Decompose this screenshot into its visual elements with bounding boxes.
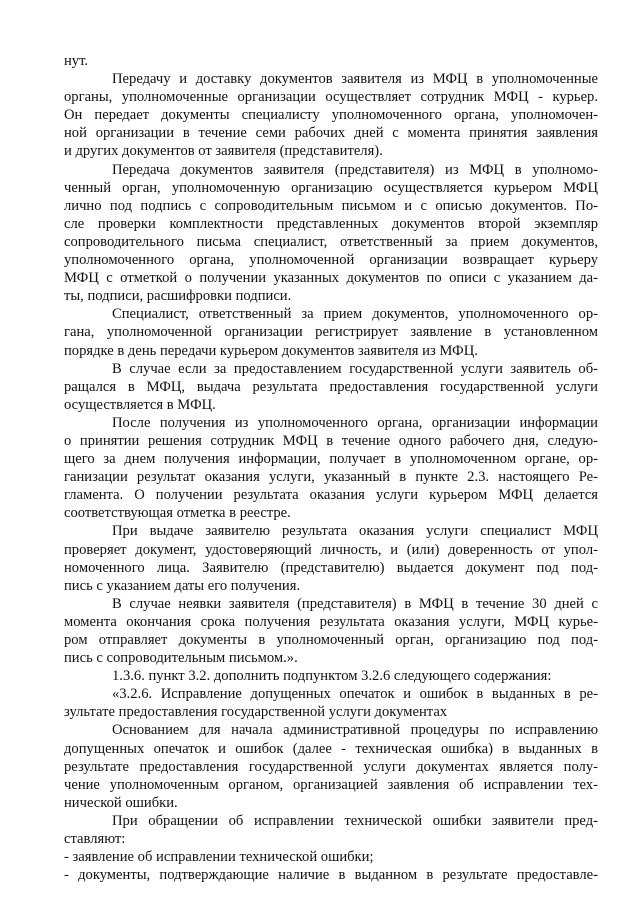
text-line: ращался в МФЦ, выдача результата предоставления государственной услуги — [64, 378, 598, 395]
text-line: После получения из уполномоченного органа, организации информации — [112, 414, 598, 431]
text-line: нут. — [64, 53, 89, 69]
text-line: щего за днем получения информации, получает в уполномоченном органе, ор- — [64, 451, 598, 468]
text-line: нической ошибки. — [64, 794, 178, 811]
text-line: Передача документов заявителя (представителя) из МФЦ в уполномо- — [112, 161, 598, 178]
text-line: пись с указанием даты его получения. — [64, 577, 301, 594]
text-line: чение уполномоченным органом, организацией заявления об исправлении тех- — [64, 776, 598, 793]
text-line: Передачу и доставку документов заявителя из МФЦ в уполномоченные — [112, 71, 598, 88]
text-line: момента окончания срока получения результата оказания услуги, МФЦ курье- — [64, 613, 598, 630]
text-line: соответствующая отметка в реестре. — [64, 505, 291, 522]
text-line: Он передает документы специалисту уполномоченного органа, уполномочен- — [64, 107, 598, 124]
text-line: «3.2.6. Исправление допущенных опечаток и ошибок в выданных в ре- — [112, 686, 598, 703]
text-line: ром отправляет документы в уполномоченный орган, организацию под под- — [64, 632, 598, 648]
text-line: В случае если за предоставлением государственной услуги заявитель об- — [112, 360, 598, 377]
text-line: Основанием для начала административной процедуры по исправлению — [112, 722, 598, 739]
text-line: ганизации результат оказания услуги, указанный в пункте 2.3. настоящего Ре- — [64, 469, 598, 486]
text-line: - заявление об исправлении технической ошибки; — [64, 849, 374, 866]
text-line: о принятии решения сотрудник МФЦ в течение одного рабочего дня, следую- — [64, 432, 598, 449]
text-line: гламента. О получении результата оказания услуги курьером МФЦ делается — [64, 487, 598, 504]
text-line: уполномоченного органа, уполномоченной организации возвращает курьеру — [64, 252, 598, 269]
text-line: ты, подписи, расшифровки подписи. — [64, 288, 292, 305]
text-line: ченный орган, уполномоченную организацию осуществляется курьером МФЦ — [64, 179, 598, 196]
text-line: сле проверки комплектности представленных документов второй экземпляр — [64, 215, 598, 232]
text-line: ставляют: — [64, 831, 126, 848]
text-line: органы, уполномоченные организации осуществляет сотрудник МФЦ - курьер. — [64, 89, 598, 106]
text-line: 1.3.6. пункт 3.2. дополнить подпунктом 3.2.6 следующего содержания: — [112, 668, 552, 685]
text-line: допущенных опечаток и ошибок (далее - техническая ошибка) в выданных в — [64, 740, 598, 757]
text-line: гана, уполномоченной организации регистрирует заявление в установленном — [64, 324, 598, 341]
text-line: Специалист, ответственный за прием документов, уполномоченного ор- — [112, 306, 598, 323]
text-line: зультате предоставления государственной услуги документах — [64, 704, 448, 721]
text-line: лично под подпись с сопроводительным письмом и с описью документов. По- — [64, 197, 598, 214]
text-line: МФЦ с отметкой о получении указанных документов по описи с указанием да- — [64, 270, 598, 287]
text-line: результате предоставления государственной услуги документах является полу- — [64, 758, 598, 775]
text-line: ной организации в течение семи рабочих дней с момента принятия заявления — [64, 125, 598, 142]
text-line: При выдаче заявителю результата оказания услуги специалист МФЦ — [112, 523, 598, 540]
text-line: В случае неявки заявителя (представителя) в МФЦ в течение 30 дней с — [112, 595, 598, 612]
text-line: осуществляется в МФЦ. — [64, 396, 216, 413]
text-line: проверяет документ, удостоверяющий личность, и (или) доверенность от упол- — [64, 541, 598, 558]
text-line: порядке в день передачи курьером документов заявителя из МФЦ. — [64, 342, 478, 359]
text-line: пись с сопроводительным письмом.». — [64, 650, 298, 667]
text-line: номоченного лица. Заявителю (представителю) выдается документ под под- — [64, 559, 598, 576]
text-line: При обращении об исправлении технической ошибки заявители пред- — [112, 812, 598, 829]
text-line: и других документов от заявителя (представителя). — [64, 143, 383, 160]
text-line: сопроводительного письма специалист, ответственный за прием документов, — [64, 233, 598, 250]
text-line: - документы, подтверждающие наличие в выданном в результате предоставле- — [64, 867, 598, 884]
